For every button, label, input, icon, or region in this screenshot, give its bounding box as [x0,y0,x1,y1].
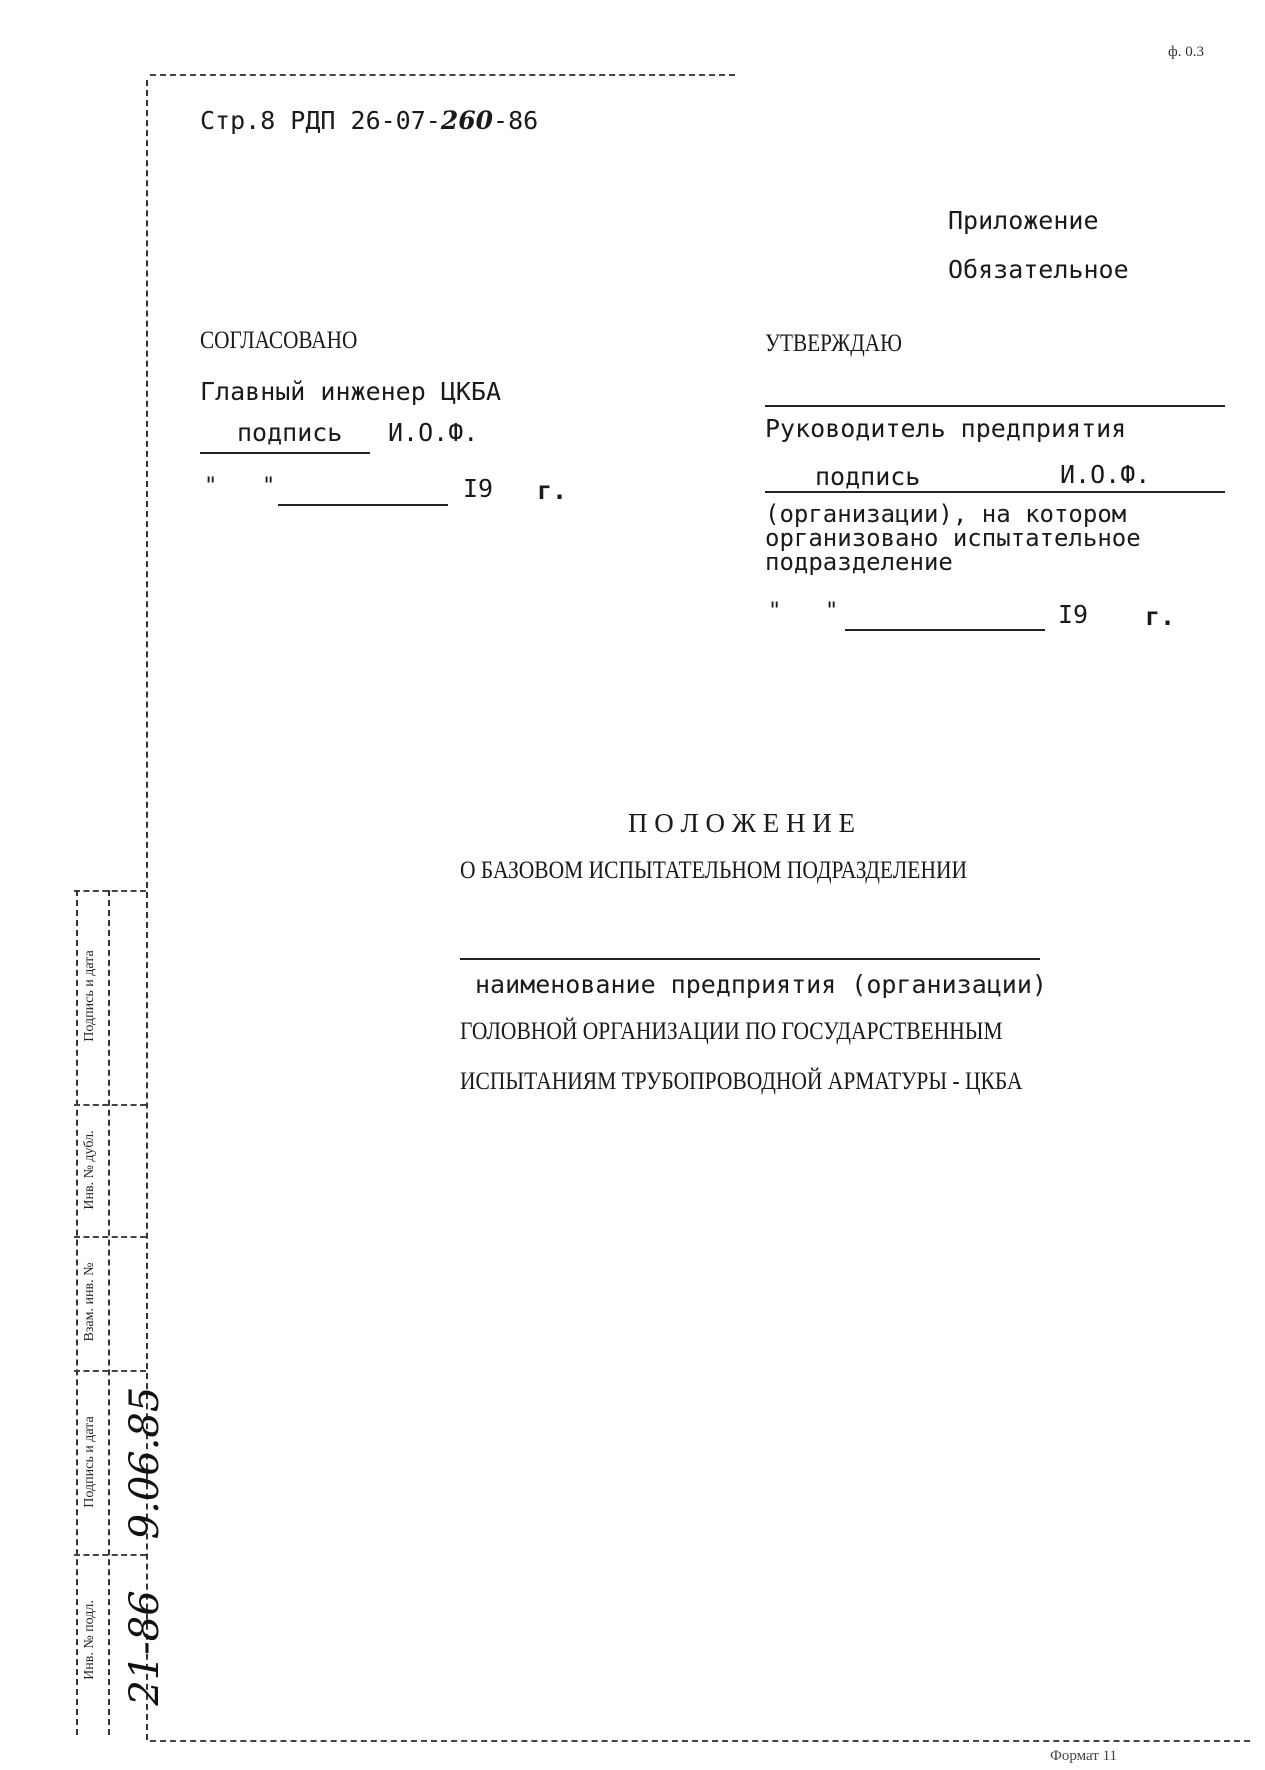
stamp-divider-2 [74,1236,146,1238]
org-name-line1: ГОЛОВНОЙ ОРГАНИЗАЦИИ ПО ГОСУДАРСТВЕННЫМ [460,1018,1003,1045]
approve-top-line [765,405,1225,407]
appendix-status: Обязательное [948,255,1129,284]
document-subtitle: О БАЗОВОМ ИСПЫТАТЕЛЬНОМ ПОДРАЗДЕЛЕНИИ [460,857,968,884]
approve-date-quote-open: " [768,599,782,624]
agreed-year-prefix: I9 [463,474,494,503]
approve-title: УТВЕРЖДАЮ [765,330,902,357]
approve-name-label: И.О.Ф. [1060,460,1151,489]
stamp-sign-date-label: Подпись и дата [82,950,97,1042]
agreed-date-line [278,504,448,506]
approve-date-quote-close: " [825,599,839,624]
approve-org-line1: (организации), на котором [765,500,1127,528]
stamp-handwritten-date: 9.06.85 [122,1386,168,1540]
stamp-handwritten-inv: 21-86 [122,1590,168,1706]
top-border [150,74,735,76]
form-code: ф. 0.3 [1168,44,1204,60]
stamp-top-line [74,890,146,892]
agreed-date-quote-open: " [204,474,218,499]
stamp-divider-4 [74,1554,146,1556]
approve-signature-label: подпись [815,462,921,491]
org-name-caption: наименование предприятия (организации) [475,970,1047,999]
bottom-border [150,1740,1250,1742]
page-ref-handwritten: 260 [440,106,494,135]
stamp-original-inv-label: Инв. № подл. [82,1600,97,1680]
stamp-inner-line [108,890,110,1735]
approve-year-suffix: г. [1145,602,1176,631]
approve-org-line3: подразделение [765,548,953,576]
agreed-title: СОГЛАСОВАНО [200,327,358,354]
stamp-replace-inv-label: Взам. инв. № [82,1262,97,1342]
page-ref-prefix: Стр.8 РДП 26-07- [200,106,441,135]
approve-date-line [845,629,1045,631]
format-label: Формат 11 [1050,1748,1118,1764]
approve-org-line2: организовано испытательное [765,524,1141,552]
agreed-date-quote-close: " [262,474,276,499]
page-reference [200,106,538,135]
agreed-name-label: И.О.Ф. [388,418,479,447]
appendix-label: Приложение [948,206,1099,235]
agreed-position: Главный инженер ЦКБА [200,377,502,406]
org-name-line2: ИСПЫТАНИЯМ ТРУБОПРОВОДНОЙ АРМАТУРЫ - ЦКБА [460,1068,1023,1095]
approve-position: Руководитель предприятия [765,414,1127,443]
document-title: П О Л О Ж Е Н И Е [628,808,855,838]
approve-signature-line [765,491,1225,493]
approve-year-prefix: I9 [1058,600,1089,629]
org-name-line [460,958,1040,960]
stamp-divider-3 [74,1370,146,1372]
stamp-outer-line [76,890,78,1735]
stamp-dup-inv-label: Инв. № дубл. [82,1130,97,1210]
stamp-sign-date2-label: Подпись и дата [82,1416,97,1508]
agreed-signature-line [200,452,370,454]
agreed-year-suffix: г. [537,476,568,505]
page-ref-suffix: -86 [493,106,539,135]
agreed-signature-label: подпись [237,418,343,447]
stamp-divider-1 [74,1104,146,1106]
